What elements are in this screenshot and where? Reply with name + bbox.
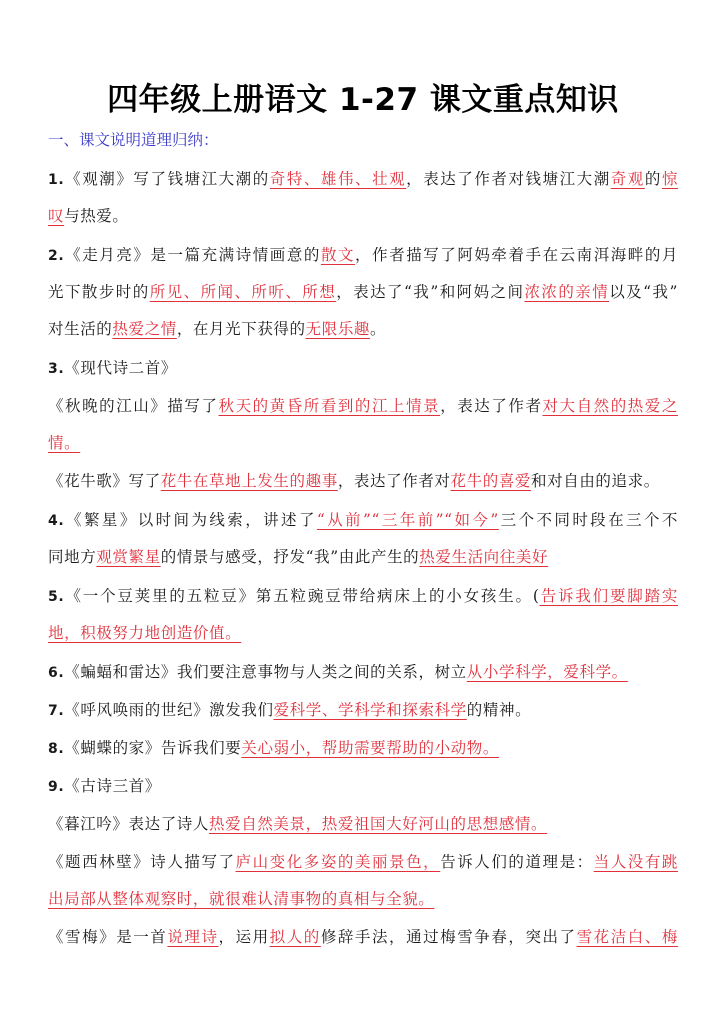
key-point-highlight: 叹: [48, 207, 65, 225]
key-point-highlight: 花牛在草地上发生的趣事: [160, 472, 338, 490]
body-text: 《蝙蝠和雷达》我们要注意事物与人类之间的关系，树立: [64, 663, 467, 681]
body-text: 光下散步时的: [48, 283, 150, 301]
key-point-highlight: 热爱生活向往美好: [419, 548, 549, 566]
body-text: 《观潮》写了钱塘江大潮的: [64, 170, 270, 188]
key-point-highlight: 拟人的: [269, 928, 321, 946]
body-text: 《古诗三首》: [64, 777, 161, 795]
key-point-highlight: 所见、所闻、所听、所想: [149, 283, 337, 301]
body-text: 对生活的: [48, 320, 113, 338]
key-point-highlight: 花牛的喜爱: [450, 472, 532, 490]
body-text: 同地方: [48, 548, 97, 566]
key-point-highlight: 庐山变化多姿的美丽景色，: [235, 853, 441, 871]
key-point-highlight: 浓浓的亲情: [524, 283, 610, 301]
key-point-highlight: 散文: [320, 246, 356, 264]
body-text: ，运用: [218, 928, 270, 946]
item-number: 3.: [48, 361, 65, 377]
body-text: ，表达了作者对钱塘江大潮: [406, 170, 611, 188]
key-point-highlight: 奇特、雄伟、壮观: [269, 170, 407, 188]
item-9-line: [48, 888, 434, 910]
key-point-highlight: 地，积极努力地创造价值。: [48, 624, 242, 642]
key-point-highlight: 秋天的黄昏所看到的江上情景: [218, 397, 441, 415]
body-text: 《雪梅》是一首: [48, 928, 168, 946]
key-point-highlight: 对大自然的热爱之: [542, 397, 678, 415]
body-text: 《暮江吟》表达了诗人: [48, 815, 210, 833]
item-3-line: [48, 470, 660, 492]
item-9-line: [48, 851, 678, 873]
body-text: 《繁星》以时间为线索，讲述了: [64, 511, 317, 529]
body-text: ，在月光下获得的: [176, 320, 306, 338]
key-point-highlight: 爱科学、学科学和探索科学: [273, 701, 467, 719]
body-text: 《一个豆荚里的五粒豆》第五粒豌豆带给病床上的小女孩生。(: [64, 587, 540, 605]
body-text: 三个不同时段在三个不: [498, 511, 678, 529]
section-heading: 一、课文说明道理归纳：: [48, 131, 219, 149]
body-text: 修辞手法，通过梅雪争春，突出了: [320, 928, 577, 946]
item-3-line: [48, 432, 80, 454]
body-text: 《秋晚的江山》描写了: [48, 397, 219, 415]
body-text: 《题西林壁》诗人描写了: [48, 853, 236, 871]
body-text: 。: [370, 320, 387, 338]
item-number: 9.: [48, 779, 65, 795]
body-text: 的: [644, 170, 662, 188]
item-2-line: [48, 318, 386, 340]
item-3-line: [48, 395, 678, 417]
item-number: 8.: [48, 741, 65, 757]
item-5-line: [48, 622, 241, 644]
key-point-highlight: 雪花洁白、梅: [576, 928, 678, 946]
item-number: 5.: [48, 589, 65, 605]
item-9-line: [48, 775, 161, 798]
item-4-line: [48, 509, 678, 532]
body-text: 的情景与感受，抒发“我”由此产生的: [160, 548, 420, 566]
item-9-line: [48, 813, 547, 835]
item-9-line: [48, 926, 678, 948]
key-point-highlight: 观赏繁星: [96, 548, 161, 566]
item-number: 4.: [48, 513, 65, 529]
key-point-highlight: 说理诗: [167, 928, 219, 946]
item-number: 6.: [48, 665, 65, 681]
key-point-highlight: “从前”“三年前”“如今”: [316, 511, 499, 529]
item-1-line: [48, 205, 129, 227]
body-text: ，作者描写了阿妈牵着手在云南洱海畔的月: [355, 246, 679, 264]
key-point-highlight: 关心弱小，帮助需要帮助的小动物。: [241, 739, 499, 757]
item-6-line: [48, 661, 628, 684]
body-text: 与热爱。: [64, 207, 129, 225]
body-text: 以及“我”: [609, 283, 678, 301]
item-3-line: [48, 357, 177, 380]
key-point-highlight: 热爱自然美景，热爱祖国大好河山的思想感情。: [209, 815, 548, 833]
item-4-line: [48, 546, 548, 568]
item-number: 1.: [48, 172, 65, 188]
body-text: 《现代诗二首》: [64, 359, 177, 377]
item-1-line: [48, 168, 678, 191]
key-point-highlight: 奇观: [610, 170, 645, 188]
body-text: ，表达了作者: [440, 397, 543, 415]
key-point-highlight: 情。: [48, 434, 81, 452]
key-point-highlight: 当人没有跳: [593, 853, 678, 871]
page-title: 四年级上册语文 1-27 课文重点知识: [107, 82, 619, 118]
item-number: 7.: [48, 703, 65, 719]
body-text: 《花牛歌》写了: [48, 472, 161, 490]
key-point-highlight: 无限乐趣: [305, 320, 371, 338]
item-2-line: [48, 244, 678, 267]
item-7-line: [48, 699, 531, 722]
body-text: ，表达了“我”和阿妈之间: [336, 283, 525, 301]
body-text: 《呼风唤雨的世纪》激发我们: [64, 701, 274, 719]
body-text: 和对自由的追求。: [531, 472, 660, 490]
item-8-line: [48, 737, 499, 760]
body-text: 《走月亮》是一篇充满诗情画意的: [64, 246, 321, 264]
key-point-highlight: 出局部从整体观察时，就很难认清事物的真相与全貌。: [48, 890, 435, 908]
body-text: ，表达了作者对: [337, 472, 451, 490]
item-5-line: [48, 585, 678, 608]
key-point-highlight: 热爱之情: [112, 320, 177, 338]
body-text: 《蝴蝶的家》告诉我们要: [64, 739, 242, 757]
item-number: 2.: [48, 248, 65, 264]
item-2-line: [48, 281, 678, 303]
key-point-highlight: 从小学科学，爱科学。: [466, 663, 628, 681]
body-text: 告诉人们的道理是：: [440, 853, 594, 871]
body-text: 的精神。: [466, 701, 532, 719]
key-point-highlight: 告诉我们要脚踏实: [539, 587, 678, 605]
key-point-highlight: 惊: [661, 170, 679, 188]
